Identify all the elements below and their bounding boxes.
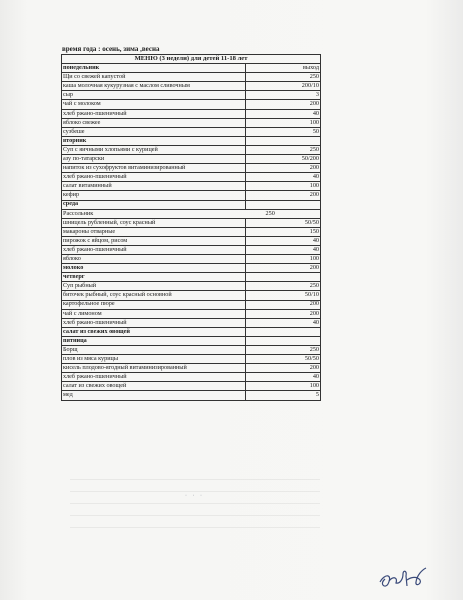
dish-name: пирожок с яйцом, рисом bbox=[62, 236, 246, 245]
bleed-through-text bbox=[70, 472, 320, 532]
portion-value: 200 bbox=[246, 100, 321, 109]
portion-value: 100 bbox=[246, 182, 321, 191]
dish-name: сузбеше bbox=[62, 127, 246, 136]
table-row bbox=[62, 218, 321, 227]
portion-value: 50/50 bbox=[246, 218, 321, 227]
portion-value: 50 bbox=[246, 127, 321, 136]
table-row bbox=[62, 391, 321, 400]
scan-dots: · · · bbox=[185, 493, 204, 499]
table-row bbox=[62, 227, 321, 236]
table-row bbox=[62, 109, 321, 118]
table-row bbox=[62, 318, 321, 327]
title-row bbox=[62, 55, 321, 64]
portion-value: 5 bbox=[246, 391, 321, 400]
dish-name: Суп с яичными хлопьями с курицей bbox=[62, 145, 246, 154]
portion-value: 200 bbox=[246, 364, 321, 373]
portion-value: 100 bbox=[246, 255, 321, 264]
portion-value: 200/10 bbox=[246, 82, 321, 91]
portion-value: 3 bbox=[246, 91, 321, 100]
portion-value: 250 bbox=[246, 145, 321, 154]
portion-value: 250 bbox=[246, 73, 321, 82]
table-row bbox=[62, 91, 321, 100]
table-row bbox=[62, 236, 321, 245]
table-row bbox=[62, 300, 321, 309]
table-row bbox=[62, 282, 321, 291]
table-row bbox=[62, 209, 321, 218]
table-row bbox=[62, 118, 321, 127]
portion-value: 250 bbox=[246, 282, 321, 291]
table-row bbox=[62, 182, 321, 191]
portion-value: 200 bbox=[246, 164, 321, 173]
dish-name: хлеб ржано-пшеничный bbox=[62, 173, 246, 182]
portion-value: 40 bbox=[246, 373, 321, 382]
dish-name: салат из свежих овощей bbox=[62, 382, 246, 391]
table-row bbox=[62, 336, 321, 345]
dish-name: чай с молоком bbox=[62, 100, 246, 109]
table-row bbox=[62, 200, 321, 209]
table-row bbox=[62, 164, 321, 173]
table-row bbox=[62, 364, 321, 373]
dish-name: макароны отварные bbox=[62, 227, 246, 236]
table-row bbox=[62, 255, 321, 264]
dish-name: Борщ bbox=[62, 346, 246, 355]
dish-name: плов из мяса курицы bbox=[62, 355, 246, 364]
dish-name: салат витаминный bbox=[62, 182, 246, 191]
table-row bbox=[62, 100, 321, 109]
portion-value: 250 bbox=[246, 346, 321, 355]
portion-value: 40 bbox=[246, 109, 321, 118]
portion-value: 40 bbox=[246, 173, 321, 182]
table-row bbox=[62, 245, 321, 254]
menu-table bbox=[61, 54, 321, 401]
season-line: время года : осень, зима ,весна bbox=[62, 45, 160, 53]
portion-value: 40 bbox=[246, 245, 321, 254]
dish-name: напиток из сухофруктов витаминизированный bbox=[62, 164, 246, 173]
portion-value: 100 bbox=[246, 382, 321, 391]
dish-name: Щи со свежей капустой bbox=[62, 73, 246, 82]
table-row bbox=[62, 173, 321, 182]
table-row bbox=[62, 64, 321, 73]
table-row bbox=[62, 373, 321, 382]
dish-name: яблоко bbox=[62, 255, 246, 264]
portion-value bbox=[246, 273, 321, 282]
dish-name: Суп рыбный bbox=[62, 282, 246, 291]
portion-value: 200 bbox=[246, 264, 321, 273]
table-row bbox=[62, 273, 321, 282]
dish-name: кефир bbox=[62, 191, 246, 200]
portion-value: 50/200 bbox=[246, 155, 321, 164]
dish-name: хлеб ржано-пшеничный bbox=[62, 245, 246, 254]
table-row bbox=[62, 155, 321, 164]
table-row bbox=[62, 327, 321, 336]
portion-value: 200 bbox=[246, 300, 321, 309]
table-row bbox=[62, 309, 321, 318]
portion-value: выход bbox=[246, 64, 321, 73]
portion-value: 50/50 bbox=[246, 355, 321, 364]
dish-name: понедельник bbox=[62, 64, 246, 73]
dish-name: среда bbox=[62, 200, 246, 209]
table-row bbox=[62, 291, 321, 300]
dish-name: биточек рыбный, соус красный основной bbox=[62, 291, 246, 300]
table-row bbox=[62, 382, 321, 391]
dish-name: каша молочная кукурузная с маслом сливочным bbox=[62, 82, 246, 91]
portion-value: 200 bbox=[246, 309, 321, 318]
table-row bbox=[62, 82, 321, 91]
dish-name: Рассольник bbox=[62, 209, 246, 218]
dish-name: хлеб ржано-пшеничный bbox=[62, 109, 246, 118]
dish-name: кисель плодово-ягодный витаминизированный bbox=[62, 364, 246, 373]
dish-name: вторник bbox=[62, 136, 246, 145]
dish-name: хлеб ржано-пшеничный bbox=[62, 318, 246, 327]
portion-value: 40 bbox=[246, 318, 321, 327]
table-row bbox=[62, 264, 321, 273]
dish-name: сыр bbox=[62, 91, 246, 100]
portion-value: 100 bbox=[246, 118, 321, 127]
table-row bbox=[62, 191, 321, 200]
portion-value: 150 bbox=[246, 227, 321, 236]
handwritten-signature bbox=[376, 562, 430, 592]
table-row bbox=[62, 145, 321, 154]
dish-name: азу по-татарски bbox=[62, 155, 246, 164]
portion-value: 50/10 bbox=[246, 291, 321, 300]
portion-value bbox=[246, 336, 321, 345]
dish-name: хлеб ржано-пшеничный bbox=[62, 373, 246, 382]
table-row bbox=[62, 346, 321, 355]
table-row bbox=[62, 136, 321, 145]
dish-name: шницель рубленный, соус красный bbox=[62, 218, 246, 227]
dish-name: пятница bbox=[62, 336, 246, 345]
portion-value: 40 bbox=[246, 236, 321, 245]
portion-value bbox=[246, 327, 321, 336]
portion-value bbox=[246, 200, 321, 209]
portion-value: 200 bbox=[246, 191, 321, 200]
dish-name: салат из свежих овощей bbox=[62, 327, 246, 336]
table-row bbox=[62, 355, 321, 364]
menu-title: МЕНЮ (3 недели) для детей 11-18 лет bbox=[62, 55, 321, 64]
dish-name: молоко bbox=[62, 264, 246, 273]
dish-name: мед bbox=[62, 391, 246, 400]
dish-name: четверг bbox=[62, 273, 246, 282]
dish-name: чай с лимоном bbox=[62, 309, 246, 318]
portion-value bbox=[246, 136, 321, 145]
portion-value: 250 bbox=[246, 209, 321, 218]
dish-name: картофельное пюре bbox=[62, 300, 246, 309]
table-row bbox=[62, 127, 321, 136]
table-row bbox=[62, 73, 321, 82]
dish-name: яблоко свежее bbox=[62, 118, 246, 127]
